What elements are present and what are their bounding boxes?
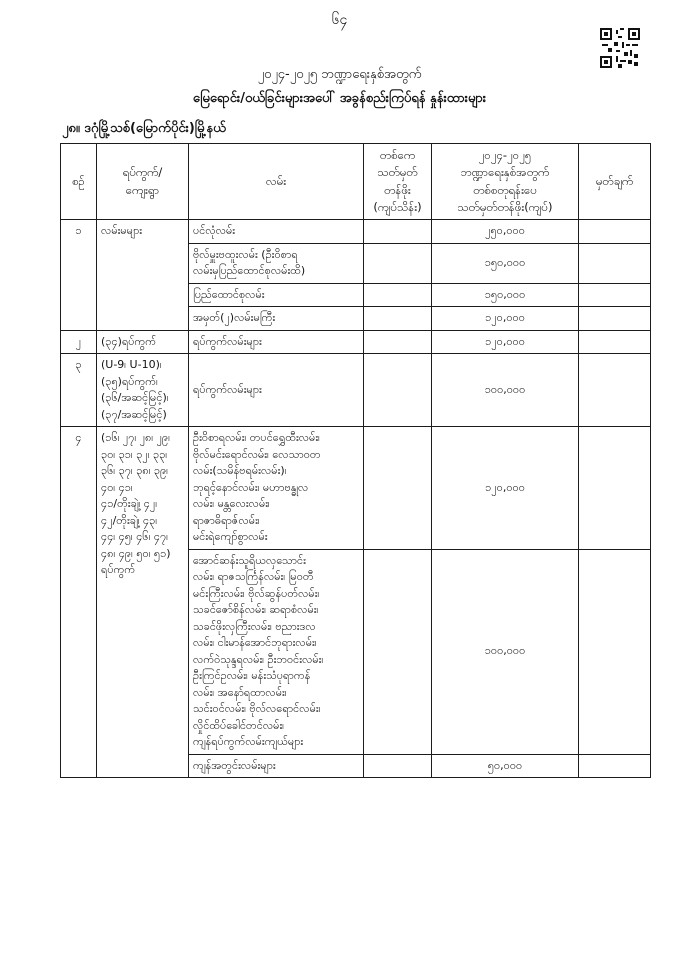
new-rate-cell: ၅၀,၀၀၀: [432, 754, 579, 778]
header-new-rate: ၂၀၂၄-၂၀၂၅ ဘဏ္ဍာရေးနှစ်အတွက် တစ်စတုရန်းပေ သတ်မှတ်တန်ဖိုး(ကျပ်): [432, 144, 579, 220]
table-row: [61, 354, 651, 427]
remark-cell: [579, 283, 651, 307]
page-number: ၆၄: [331, 12, 348, 28]
new-rate-cell: ၁၅၀,၀၀၀: [432, 243, 579, 283]
new-rate-cell: ၂၅၀,၀၀၀: [432, 220, 579, 244]
ward-cell: (၃၄)ရပ်ကွက်: [97, 330, 189, 354]
old-rate-cell: [364, 427, 432, 550]
header-remark: မှတ်ချက်: [579, 144, 651, 220]
table-row: [61, 330, 651, 354]
new-rate-cell: ၁၂၀,၀၀၀: [432, 427, 579, 550]
remark-cell: [579, 220, 651, 244]
remark-cell: [579, 549, 651, 754]
old-rate-cell: [364, 549, 432, 754]
heading-tax-rates: မြေရောင်း/ဝယ်ခြင်းများအပေါ် အခွန်စည်းကြပ်ရန် နှုန်းထားများ: [192, 91, 487, 106]
old-rate-cell: [364, 754, 432, 778]
header-ward: ရပ်ကွက်/ ကျေးရွာ: [97, 144, 189, 220]
new-rate-cell: ၁၂၀,၀၀၀: [432, 330, 579, 354]
new-rate-cell: ၁၅၀,၀၀၀: [432, 283, 579, 307]
road-cell: ပင်လုံလမ်း: [189, 220, 364, 244]
table-row: [61, 220, 651, 244]
qr-code-icon: [600, 28, 640, 68]
ward-cell: လမ်းမများ: [97, 220, 189, 331]
heading-fiscal-year: ၂၀၂၄-၂၀၂၅ ဘဏ္ဍာရေးနှစ်အတွက်: [257, 67, 422, 82]
new-rate-cell: ၁၂၀,၀၀၀: [432, 307, 579, 331]
road-cell: ပြည်ထောင်စုလမ်း: [189, 283, 364, 307]
table-row: [61, 427, 651, 550]
row-number: ၂: [61, 330, 97, 354]
road-cell: ဗိုလ်မှူးဗထူးလမ်း (ဦးဝိစာရ လမ်းမှပြည်ထောင်စုလမ်းထိ): [189, 243, 364, 283]
table-header-row: [61, 144, 651, 220]
road-cell: အောင်ဆန်းသူရိယလှသောင်း လမ်း၊ ရာဇသင်္ကြန်လမ်း၊ မြဝတီ မင်းကြီးလမ်း၊ ဗိုလ်ဆွန်ပတ်လမ်း၊ သခင်ဇော်စိန်လမ်း၊ ဆရာစံလမ်း၊ သခင်ဖိုးလှကြီးလမ်း၊ ဗညားဒလ လမ်း၊ ငါးမာန်အောင်ဘုရားလမ်း၊ လက်ဝဲသုန္ဒရလမ်း၊ ဦးဘဝင်းလမ်း၊ ဦးကြင်ဥလမ်း၊ မန်းသံပုရာကန် လမ်း၊ အနော်ရထာလမ်း၊ သင်းဝင်လမ်း၊ ဗိုလ်လရောင်လမ်း၊ လှိုင်ထိပ်ခေါင်တင်လမ်း၊ ကျန်ရပ်ကွက်လမ်းကျယ်များ: [189, 549, 364, 754]
row-number: ၃: [61, 354, 97, 427]
ward-cell: (၁၆၊ ၂၇၊ ၂၈၊ ၂၉၊ ၃၀၊ ၃၁၊ ၃၂၊ ၃၃၊ ၃၆၊ ၃၇၊ ၃၈၊ ၃၉၊ ၄၀၊ ၄၁၊ ၄၁/တိုးချဲ့၊ ၄၂၊ ၄၂/တိုးချဲ့၊ ၄၃၊ ၄၄၊ ၄၅၊ ၄၆၊ ၄၇၊ ၄၈၊ ၄၉၊ ၅၀၊ ၅၁) ရပ်ကွက်: [97, 427, 189, 778]
road-cell: ရပ်ကွက်လမ်းများ: [189, 330, 364, 354]
road-cell: ဦးဝိစာရလမ်း၊ တပင်ရွှေထီးလမ်း၊ ဗိုလ်မင်းရောင်လမ်း၊ လေသာဝတ လမ်း(သမိန်ဗရမ်းလမ်း)၊ ဘုရင့်နောင်လမ်း၊ မဟာဗန္ဓုလ လမ်း၊ မန္တလေးလမ်း၊ ရာဇာဓိရာဇ်လမ်း၊ မင်းရဲကျော်စွာလမ်း: [189, 427, 364, 550]
township-title: ၂၈။ ဒဂုံမြို့သစ်(မြောက်ပိုင်း)မြို့နယ်: [62, 121, 226, 136]
remark-cell: [579, 243, 651, 283]
old-rate-cell: [364, 283, 432, 307]
old-rate-cell: [364, 354, 432, 427]
header-road: လမ်း: [189, 144, 364, 220]
new-rate-cell: ၁၀၀,၀၀၀: [432, 549, 579, 754]
old-rate-cell: [364, 220, 432, 244]
rate-table: [60, 143, 651, 778]
remark-cell: [579, 307, 651, 331]
remark-cell: [579, 427, 651, 550]
new-rate-cell: ၁၀၀,၀၀၀: [432, 354, 579, 427]
header-old-rate: တစ်ကေ သတ်မှတ် တန်ဖိုး (ကျပ်သိန်း): [364, 144, 432, 220]
row-number: ၄: [61, 427, 97, 778]
road-cell: ကျန်အတွင်းလမ်းများ: [189, 754, 364, 778]
old-rate-cell: [364, 243, 432, 283]
header-no: စဉ်: [61, 144, 97, 220]
old-rate-cell: [364, 307, 432, 331]
remark-cell: [579, 354, 651, 427]
road-cell: အမှတ်(၂)လမ်းမကြီး: [189, 307, 364, 331]
ward-cell: (U-9၊ U-10)၊ (၃၅)ရပ်ကွက်၊ (၃၆/အဆင့်မြင့်)၊ (၃၇/အဆင့်မြင့်): [97, 354, 189, 427]
road-cell: ရပ်ကွက်လမ်းများ: [189, 354, 364, 427]
row-number: ၁: [61, 220, 97, 331]
old-rate-cell: [364, 330, 432, 354]
remark-cell: [579, 330, 651, 354]
remark-cell: [579, 754, 651, 778]
